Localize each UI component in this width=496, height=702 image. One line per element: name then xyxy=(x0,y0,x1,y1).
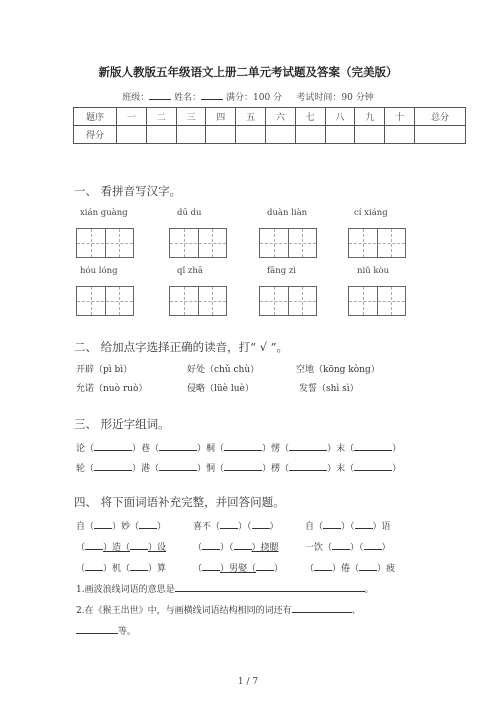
pronunciation-item[interactable]: 侵略（lüè luè） xyxy=(187,384,254,394)
score-label: 满分：100 分 xyxy=(226,93,283,103)
idiom-text: ） xyxy=(381,543,391,553)
answer-blank[interactable] xyxy=(202,540,220,550)
idiom-row-1b xyxy=(193,519,279,532)
pronunciation-item[interactable]: 好处（chǔ chù） xyxy=(187,365,260,375)
idiom-text: ）机（ xyxy=(103,564,131,574)
score-cell[interactable] xyxy=(206,126,236,144)
answer-blank[interactable] xyxy=(175,582,365,592)
writing-grid[interactable] xyxy=(76,286,134,316)
score-row-label: 得分 xyxy=(74,126,117,144)
score-row xyxy=(74,126,466,144)
idiom-text: ）设 xyxy=(148,543,167,553)
answer-blank[interactable] xyxy=(314,561,332,571)
answer-blank[interactable] xyxy=(355,519,373,529)
writing-grid[interactable] xyxy=(169,228,227,258)
pronunciation-item[interactable]: 空地（kōng kòng） xyxy=(296,365,380,375)
question-2 xyxy=(76,603,361,616)
writing-grid[interactable] xyxy=(259,286,317,316)
answer-blank[interactable] xyxy=(224,441,262,451)
answer-blank[interactable] xyxy=(256,561,274,571)
answer-blank[interactable] xyxy=(94,441,132,451)
writing-grid[interactable] xyxy=(169,286,227,316)
answer-blank[interactable] xyxy=(85,540,103,550)
char-text: ）桐（ xyxy=(197,444,225,454)
char-text: ） xyxy=(392,464,402,474)
score-header-cell: 总分 xyxy=(415,108,466,126)
idiom-row-2 xyxy=(76,540,166,553)
question-2-cont xyxy=(76,624,136,637)
score-header-cell: 六 xyxy=(265,108,295,126)
word-formation-row-2 xyxy=(76,461,401,474)
score-cell[interactable] xyxy=(415,126,466,144)
idiom-text: 自（ xyxy=(76,522,95,532)
idiom-text: （ xyxy=(193,543,203,553)
pinyin: fāng zì xyxy=(267,266,297,276)
idiom-text: ）造（ xyxy=(103,543,131,553)
score-header-row xyxy=(74,108,466,126)
class-blank xyxy=(149,90,171,100)
answer-blank[interactable] xyxy=(289,461,327,471)
answer-blank[interactable] xyxy=(234,540,252,550)
writing-grid[interactable] xyxy=(259,228,317,258)
question-text: 。 xyxy=(364,585,374,595)
idiom-text: （ xyxy=(76,564,86,574)
answer-blank[interactable] xyxy=(94,461,132,471)
char-text: ）巷（ xyxy=(132,444,160,454)
question-text: 、 xyxy=(351,606,361,616)
score-cell[interactable] xyxy=(236,126,266,144)
score-header-cell: 题序 xyxy=(74,108,117,126)
idiom-row-2c xyxy=(305,540,391,553)
score-header-cell: 四 xyxy=(206,108,236,126)
idiom-text: ）（ xyxy=(350,543,364,553)
idiom-row-3c xyxy=(305,561,395,574)
idiom-row-2b xyxy=(193,540,279,553)
question-text: 等。 xyxy=(118,627,137,637)
answer-blank[interactable] xyxy=(94,519,112,529)
answer-blank[interactable] xyxy=(354,441,392,451)
question-1 xyxy=(76,582,374,595)
answer-blank[interactable] xyxy=(220,519,238,529)
char-text: ）末（ xyxy=(327,464,355,474)
answer-blank[interactable] xyxy=(252,519,270,529)
idiom-text: ）语 xyxy=(372,522,391,532)
char-text: ） xyxy=(392,444,402,454)
idiom-text: ）倦（ xyxy=(332,564,360,574)
char-text: ）恫（ xyxy=(197,464,225,474)
score-header-cell: 九 xyxy=(355,108,385,126)
answer-blank[interactable] xyxy=(85,561,103,571)
idiom-text: ）（ xyxy=(238,522,252,532)
char-text: 轮（ xyxy=(76,464,95,474)
answer-blank[interactable] xyxy=(139,519,157,529)
score-header-cell: 八 xyxy=(325,108,355,126)
exam-info xyxy=(0,90,496,103)
pinyin: xián guàng xyxy=(80,208,128,218)
name-blank xyxy=(201,90,223,100)
idiom-text: （ xyxy=(193,564,203,574)
idiom-text: ）男娶（ xyxy=(220,564,257,574)
pronunciation-item[interactable]: 允诺（nuò ruò） xyxy=(76,384,148,394)
score-cell[interactable] xyxy=(117,126,147,144)
idiom-text: ）算 xyxy=(148,564,167,574)
idiom-text: ）（ xyxy=(220,543,234,553)
answer-blank[interactable] xyxy=(130,540,148,550)
idiom-text: ）妙（ xyxy=(112,522,140,532)
idiom-text: 自（ xyxy=(305,522,324,532)
idiom-text: （ xyxy=(76,543,86,553)
score-cell[interactable] xyxy=(385,126,415,144)
pinyin: duàn liàn xyxy=(267,208,308,218)
section-4-heading: 四、 将下面词语补充完整，并回答问题。 xyxy=(74,495,285,509)
time-label: 考试时间：90 分钟 xyxy=(296,93,374,103)
score-cell[interactable] xyxy=(325,126,355,144)
answer-blank[interactable] xyxy=(202,561,220,571)
idiom-text: 喜不（ xyxy=(193,522,221,532)
char-text: 论（ xyxy=(76,444,95,454)
answer-blank[interactable] xyxy=(354,461,392,471)
name-label: 姓名： xyxy=(174,93,202,103)
score-header-cell: 七 xyxy=(295,108,325,126)
writing-grid[interactable] xyxy=(76,228,134,258)
pinyin: niǔ kòu xyxy=(357,266,390,276)
score-cell[interactable] xyxy=(295,126,325,144)
page-title: 新版人教版五年级语文上册二单元考试题及答案（完美版） xyxy=(98,65,398,79)
idiom-text: ） xyxy=(269,522,279,532)
idiom-text: （ xyxy=(305,564,315,574)
class-label: 班级： xyxy=(122,93,150,103)
question-text: 2.在《猴王出世》中，与画横线词语结构相同的词还有 xyxy=(76,606,292,616)
answer-blank[interactable] xyxy=(359,561,377,571)
section-3-heading: 三、 形近字组词。 xyxy=(74,417,170,431)
idiom-text: ）（ xyxy=(341,522,355,532)
pronunciation-item[interactable]: 发誓（shì sì） xyxy=(299,384,359,394)
answer-blank[interactable] xyxy=(159,461,197,471)
score-header-cell: 五 xyxy=(236,108,266,126)
page-number: 1 / 7 xyxy=(237,677,259,687)
idiom-row-3 xyxy=(76,561,166,574)
idiom-text: 一饮（ xyxy=(305,543,333,553)
section-1-heading: 一、 看拼音写汉字。 xyxy=(74,184,182,198)
answer-blank[interactable] xyxy=(224,461,262,471)
word-formation-row-1 xyxy=(76,441,401,454)
pinyin: cí xiáng xyxy=(354,208,388,218)
answer-blank[interactable] xyxy=(364,540,382,550)
score-cell[interactable] xyxy=(176,126,206,144)
writing-grid[interactable] xyxy=(348,286,406,316)
idiom-text: ）挠腮 xyxy=(251,543,279,553)
score-header-cell: 一 xyxy=(117,108,147,126)
score-cell[interactable] xyxy=(146,126,176,144)
char-text: ）楞（ xyxy=(262,464,290,474)
question-text: 1.画波浪线词语的意思是 xyxy=(76,585,175,595)
pinyin: dū du xyxy=(177,208,202,218)
idiom-row-1 xyxy=(76,519,166,532)
score-header-cell: 二 xyxy=(146,108,176,126)
pronunciation-item[interactable]: 开辟（pì bì） xyxy=(76,365,133,375)
idiom-text: ） xyxy=(157,522,167,532)
answer-blank[interactable] xyxy=(323,519,341,529)
score-header-cell: 三 xyxy=(176,108,206,126)
answer-blank[interactable] xyxy=(289,441,327,451)
answer-blank[interactable] xyxy=(332,540,350,550)
score-cell[interactable] xyxy=(265,126,295,144)
answer-blank[interactable] xyxy=(159,441,197,451)
score-header-cell: 十 xyxy=(385,108,415,126)
pinyin: qǐ zhā xyxy=(177,266,203,276)
score-cell[interactable] xyxy=(355,126,385,144)
answer-blank[interactable] xyxy=(130,561,148,571)
answer-blank[interactable] xyxy=(292,603,352,613)
idiom-text: ） xyxy=(274,564,284,574)
idiom-row-3b xyxy=(193,561,283,574)
idiom-row-1c xyxy=(305,519,391,532)
idiom-text: ）疲 xyxy=(377,564,396,574)
char-text: ）港（ xyxy=(132,464,160,474)
section-2-heading: 二、 给加点字选择正确的读音，打“ √ ”。 xyxy=(74,340,289,354)
answer-blank[interactable] xyxy=(76,624,118,634)
pinyin: hóu lóng xyxy=(80,266,118,276)
writing-grid[interactable] xyxy=(348,228,406,258)
char-text: ）愣（ xyxy=(262,444,290,454)
score-table xyxy=(73,107,466,144)
char-text: ）末（ xyxy=(327,444,355,454)
